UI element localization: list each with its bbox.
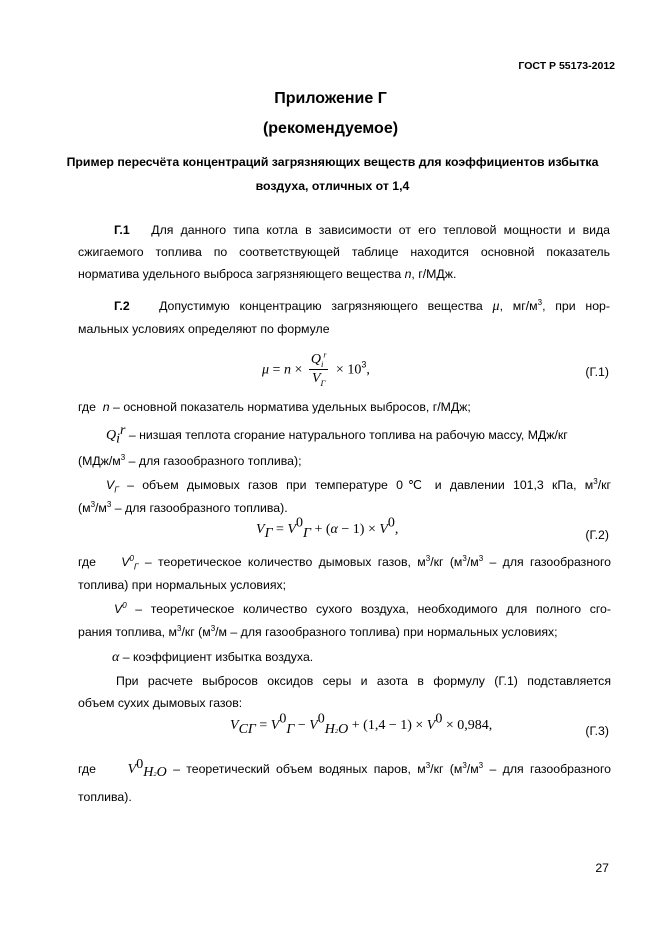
two-digit: 2: [334, 728, 339, 736]
equals-sign: =: [272, 522, 288, 537]
alpha-definition: [112, 646, 313, 669]
g2-unit: , мг/м: [499, 299, 538, 313]
power-of-ten: × 10: [335, 362, 362, 378]
q-subscript: i: [320, 358, 324, 369]
v-symbol: V: [230, 718, 239, 733]
clause-number: Г.1: [114, 223, 130, 237]
superscript: 3: [210, 623, 216, 633]
v-subscript: Г: [320, 377, 326, 388]
v0g-definition-line1: [78, 551, 611, 573]
superscript: 3: [478, 553, 484, 563]
q-definition-line1: [106, 424, 612, 447]
q-superscript: r: [120, 422, 126, 438]
appendix-subtitle: Пример пересчёта концентраций загрязняющих веществ для коэффициентов избытка воздуха, отличных от 1,4: [66, 155, 599, 193]
superscript: 3: [106, 499, 112, 509]
appendix-title: Приложение Г: [274, 90, 387, 107]
superscript: 3: [120, 452, 126, 462]
vg-definition: – объем дымовых газов при температуре 0℃ и давлении 101,3 кПа, м: [118, 478, 594, 492]
equals-sign: =: [255, 718, 271, 733]
alpha-symbol: α: [330, 522, 338, 537]
v0-definition-line1: [114, 598, 611, 620]
formula-middle: + (1,4 − 1) ×: [348, 718, 427, 733]
v-symbol: V: [287, 522, 296, 537]
v0-line2-a: рания топлива, м: [78, 625, 177, 639]
v-symbol: V: [426, 718, 436, 733]
v-superscript: 0: [435, 711, 443, 727]
v-symbol: V: [311, 371, 321, 386]
formula-comma: ,: [366, 362, 370, 378]
mu-symbol: μ: [262, 362, 270, 378]
g2-end: , при нор-: [542, 299, 610, 313]
formula-comma: ,: [488, 718, 493, 733]
dry-gas-paragraph-line2: объем сухих дымовых газов:: [78, 696, 243, 710]
superscript: 3: [537, 297, 543, 307]
v0g-definition-mid2: /м: [466, 555, 479, 569]
v-subscript: Г: [264, 526, 273, 542]
dry-gas-paragraph-line1: При расчете выбросов оксидов серы и азота в формулу (Г.1) подставляется: [116, 674, 611, 688]
vg-subscript: Г: [114, 484, 119, 495]
q-definition-2-end: – для газообразного топлива);: [125, 454, 302, 468]
formula-number-g3: (Г.3): [585, 724, 609, 738]
superscript: 3: [176, 623, 182, 633]
v0g-subscript: Г: [133, 561, 139, 572]
superscript: 3: [478, 760, 484, 770]
o-letter: O: [338, 722, 349, 738]
g1-unit: , г/МДж.: [411, 267, 457, 281]
document-code: ГОСТ Р 55173-2012: [518, 60, 615, 72]
q-definition-line2: [78, 450, 302, 472]
v-symbol: V: [256, 522, 265, 537]
formula-number-g1: (Г.1): [585, 365, 609, 379]
page-number: 27: [595, 861, 609, 875]
n-symbol: n: [102, 400, 110, 414]
vh2o-superscript: 0: [136, 756, 144, 772]
vg-line2-b: /м: [95, 501, 107, 515]
times-sign: ×: [290, 362, 306, 378]
v0g-definition-end: – для газообразного: [483, 555, 611, 569]
vh2o-definition-line2: топлива).: [78, 790, 132, 804]
v-subscript: Г: [286, 722, 295, 738]
v-subscript: СГ: [238, 722, 256, 738]
vh2o-definition-mid: /кг (м: [430, 762, 463, 776]
v0-definition-line2: [78, 621, 558, 643]
v-superscript: 0: [317, 711, 325, 727]
v0g-definition-line2: топлива) при нормальных условиях;: [78, 578, 287, 592]
superscript: 3: [462, 760, 467, 770]
q-symbol: Q: [310, 352, 321, 367]
where-n-line: [78, 396, 471, 418]
v0-line2-b: /кг (м: [181, 625, 211, 639]
g1-text: Для данного типа котла в зависимости от его тепловой мощности и вида сжигаемого топлива по соответствующей таблице находится основной показатель норматива удельного выброса загрязняющего вещества: [78, 223, 611, 281]
clause-number: Г.2: [114, 299, 130, 313]
v-subscript: [325, 722, 349, 737]
paragraph-g1: [78, 219, 610, 285]
v0g-definition-mid: /кг (м: [430, 555, 463, 569]
where-word: где: [78, 762, 96, 776]
equals-sign: =: [269, 362, 284, 378]
paragraph-g2-line1: [114, 295, 610, 318]
superscript: 3: [90, 499, 96, 509]
v-superscript: 0: [296, 515, 303, 531]
v-superscript: 0: [279, 711, 287, 727]
h-letter: H: [143, 765, 154, 781]
vg-definition-line2: [78, 497, 288, 519]
mu-symbol: μ: [492, 299, 500, 314]
n-symbol: n: [283, 362, 291, 378]
vg-line2-a: (м: [78, 501, 91, 515]
h-letter: H: [324, 722, 335, 738]
formula-g1: [262, 352, 370, 387]
v-symbol: V: [309, 718, 318, 733]
vh2o-definition-line1: [78, 758, 611, 781]
formula-tail: × 0,984: [442, 718, 489, 733]
v0-symbol: V: [114, 602, 123, 616]
n-symbol: n: [404, 267, 412, 281]
fraction-denominator: [309, 370, 329, 387]
g2-text: Допустимую концентрацию загрязняющего вещества: [159, 299, 483, 313]
vh2o-definition-mid2: /м: [466, 762, 479, 776]
n-definition: – основной показатель норматива удельных выбросов, г/МДж;: [109, 400, 471, 414]
formula-g2: [256, 515, 399, 542]
q-subscript: i: [116, 431, 121, 447]
v-superscript: 0: [387, 515, 395, 531]
appendix-status: (рекомендуемое): [262, 120, 399, 137]
formula-g3: [230, 711, 493, 738]
vh2o-symbol: V: [127, 762, 137, 777]
two-digit: 2: [153, 771, 157, 779]
vh2o-definition: – теоретический объем водяных паров, м: [166, 762, 426, 776]
o-letter: O: [156, 765, 167, 781]
v0g-definition: – теоретическое количество дымовых газов, м: [138, 555, 426, 569]
plus-open: + (: [310, 522, 331, 537]
vg-definition-line1: [106, 474, 611, 496]
v0-definition: – теоретическое количество сухого воздуха, необходимого для полного сго-: [126, 602, 611, 616]
q-superscript: r: [323, 350, 327, 360]
paragraph-g2-line2: мальных условиях определяют по формуле: [78, 322, 330, 336]
superscript: 3: [593, 476, 598, 486]
v-symbol: V: [379, 522, 388, 537]
q-definition-2: (МДж/м: [78, 454, 121, 468]
q-definition: – низшая теплота сгорание натурального топлива на рабочую массу, МДж/кг: [125, 428, 568, 442]
alpha-symbol: α: [112, 650, 120, 665]
superscript: 3: [425, 553, 431, 563]
formula-comma: ,: [394, 522, 399, 537]
vh2o-definition-end: – для газообразного: [483, 762, 611, 776]
q-symbol: Q: [106, 428, 117, 443]
fraction-numerator: [309, 352, 329, 370]
fraction: [309, 352, 329, 387]
v0-superscript: 0: [122, 600, 127, 610]
vh2o-subscript: [143, 765, 167, 780]
v-subscript: Г: [303, 526, 311, 542]
formula-number-g2: (Г.2): [585, 528, 609, 542]
minus-close-times: − 1) ×: [337, 522, 380, 537]
vg-definition-end: /кг: [597, 478, 611, 492]
v-symbol: V: [270, 718, 280, 733]
v0g-symbol: V: [121, 555, 130, 569]
where-word: где: [78, 555, 96, 569]
minus-sign: −: [294, 718, 310, 733]
exponent: 3: [361, 359, 367, 370]
vg-symbol: V: [106, 478, 115, 492]
alpha-text: – коэффициент избытка воздуха.: [119, 650, 314, 664]
where-word: где: [78, 400, 96, 414]
superscript: 3: [462, 553, 467, 563]
superscript: 3: [425, 760, 431, 770]
v0g-superscript: 0: [129, 553, 134, 563]
v0-line2-c: /м – для газообразного топлива) при нормальных условиях;: [215, 625, 558, 639]
vg-line2-c: – для газообразного топлива).: [111, 501, 288, 515]
